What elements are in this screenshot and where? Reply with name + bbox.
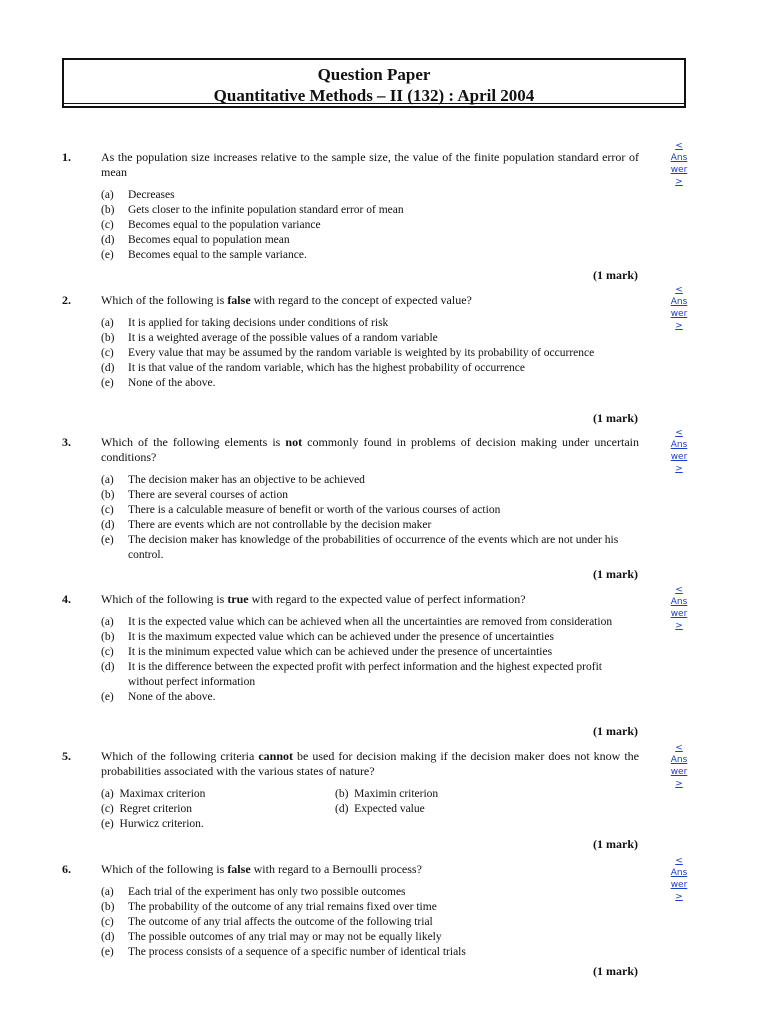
answer-link[interactable]: < Ans wer >: [670, 428, 688, 474]
mark-label: (1 mark): [593, 567, 638, 581]
question-number: 5.: [62, 749, 71, 763]
option-b: (b) It is the maximum expected value which can be achieved under the presence of uncertainties: [101, 631, 554, 643]
option-d: (d) Becomes equal to population mean: [101, 234, 290, 246]
question-text: Which of the following is false with regard to a Bernoulli process?: [101, 862, 422, 876]
option-e: (e) Hurwicz criterion.: [101, 818, 204, 830]
mark-label: (1 mark): [593, 268, 638, 282]
option-b: (b) Maximin criterion: [335, 788, 439, 800]
option-c: (c) Becomes equal to the population variance: [101, 219, 321, 231]
option-b: (b) Gets closer to the infinite population standard error of mean: [101, 204, 404, 216]
question-text: Which of the following is false with regard to the concept of expected value?: [101, 293, 472, 307]
options-list: [101, 473, 639, 563]
question-number: 1.: [62, 150, 71, 164]
option-e: (e) The process consists of a sequence of a specific number of identical trials: [101, 946, 466, 958]
question-number: 2.: [62, 293, 71, 307]
options-list: [101, 188, 639, 263]
mark-label: (1 mark): [593, 837, 638, 851]
question-text: Which of the following elements is not commonly found in problems of decision making under uncertain conditions?: [101, 435, 639, 464]
paper-subject: Quantitative Methods – II (132) : April 2004: [213, 86, 535, 105]
option-c: (c) It is the minimum expected value which can be achieved under the presence of uncertainties: [101, 646, 553, 658]
options-list: [101, 885, 639, 960]
option-b: (b) The probability of the outcome of any trial remains fixed over time: [101, 901, 437, 913]
option-d: (d) There are events which are not controllable by the decision maker: [101, 519, 432, 531]
options-grid: [101, 787, 639, 832]
option-d: (d) Expected value: [335, 803, 425, 815]
option-d: (d) It is that value of the random variable, which has the highest probability of occurrence: [101, 362, 525, 374]
question-number: 6.: [62, 862, 71, 876]
option-e: (e) The decision maker has knowledge of the probabilities of occurrence of the events which are not under his control.: [101, 534, 619, 561]
mark-label: (1 mark): [593, 411, 638, 425]
question-number: 4.: [62, 592, 71, 606]
title-box: [62, 58, 686, 108]
option-a: (a) Maximax criterion: [101, 788, 206, 800]
answer-link[interactable]: < Ans wer >: [670, 743, 688, 789]
paper-heading: Question Paper: [317, 65, 431, 84]
option-b: (b) It is a weighted average of the possible values of a random variable: [101, 332, 438, 344]
option-e: (e) None of the above.: [101, 377, 216, 389]
option-a: (a) Decreases: [101, 189, 175, 201]
answer-link[interactable]: < Ans wer >: [670, 856, 688, 902]
option-a: (a) It is the expected value which can be achieved when all the uncertainties are removed from consideration: [101, 616, 613, 628]
option-b: (b) There are several courses of action: [101, 489, 288, 501]
option-a: (a) The decision maker has an objective to be achieved: [101, 474, 365, 486]
option-a: (a) It is applied for taking decisions under conditions of risk: [101, 317, 389, 329]
option-a: (a) Each trial of the experiment has only two possible outcomes: [101, 886, 406, 898]
option-c: (c) There is a calculable measure of benefit or worth of the various courses of action: [101, 504, 501, 516]
options-list: [101, 316, 639, 391]
mark-label: (1 mark): [593, 724, 638, 738]
option-e: (e) None of the above.: [101, 691, 216, 703]
question-text: As the population size increases relative to the sample size, the value of the finite population standard error of mean: [101, 150, 639, 179]
title-divider: [64, 103, 684, 104]
answer-link[interactable]: < Ans wer >: [670, 585, 688, 631]
option-e: (e) Becomes equal to the sample variance.: [101, 249, 307, 261]
option-c: (c) Every value that may be assumed by the random variable is weighted by its probability of occurrence: [101, 347, 595, 359]
question-number: 3.: [62, 435, 71, 449]
answer-link[interactable]: < Ans wer >: [670, 141, 688, 187]
option-c: (c) Regret criterion: [101, 803, 192, 815]
answer-link[interactable]: < Ans wer >: [670, 285, 688, 331]
option-c: (c) The outcome of any trial affects the outcome of the following trial: [101, 916, 433, 928]
question-text: Which of the following criteria cannot be used for decision making if the decision maker does not know the probabilities associated with the various states of nature?: [101, 749, 640, 778]
option-d: (d) The possible outcomes of any trial may or may not be equally likely: [101, 931, 442, 943]
question-text: Which of the following is true with regard to the expected value of perfect information?: [101, 592, 526, 606]
mark-label: (1 mark): [593, 964, 638, 978]
option-d: (d) It is the difference between the expected profit with perfect information and the highest expected profit without perfect information: [101, 661, 602, 688]
options-list: [101, 615, 639, 705]
